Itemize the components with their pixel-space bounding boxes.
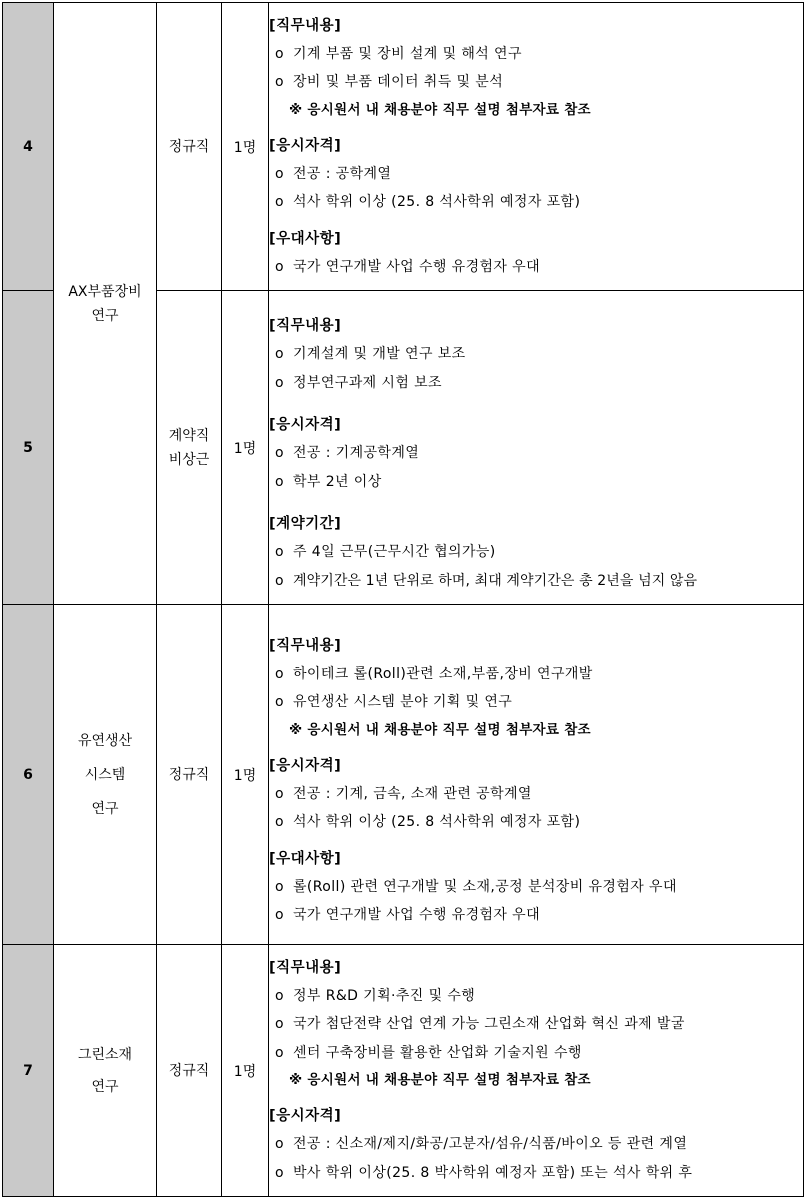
list-item: o 장비 및 부품 데이터 취득 및 분석 xyxy=(269,68,803,97)
field-name-line: 유연생산 xyxy=(77,732,133,749)
bullet: o xyxy=(275,1044,284,1061)
section-heading: [직무내용] xyxy=(269,318,342,334)
list-item: o 정부 R&D 기획·추진 및 수행 xyxy=(269,982,803,1011)
field-name-cell xyxy=(54,3,157,605)
row-number: 7 xyxy=(3,945,54,1197)
reference-note: ※ 응시원서 내 채용분야 직무 설명 첨부자료 참조 xyxy=(289,1072,591,1089)
list-item: o 주 4일 근무(근무시간 협의가능) xyxy=(269,538,803,567)
table-row xyxy=(3,605,804,945)
headcount: 1명 xyxy=(222,945,269,1197)
employment-type-line: 계약직 xyxy=(168,427,210,444)
employment-type: 정규직 xyxy=(157,3,222,291)
field-name-line: 연구 xyxy=(91,307,119,324)
section-heading: [응시자격] xyxy=(269,417,342,433)
section-heading: [우대사항] xyxy=(269,850,342,867)
section-heading: [응시자격] xyxy=(269,757,342,774)
section-heading: [계약기간] xyxy=(269,516,342,532)
list-item: o 박사 학위 이상(25. 8 박사학위 예정자 포함) 또는 석사 학위 후 xyxy=(269,1159,803,1188)
bullet: o xyxy=(275,694,284,710)
row-number: 6 xyxy=(3,605,54,945)
section-heading: [우대사항] xyxy=(269,230,342,247)
section-heading: [직무내용] xyxy=(269,959,342,976)
list-item: o 전공 : 신소재/제지/화공/고분자/섬유/식품/바이오 등 관련 계열 xyxy=(269,1130,803,1159)
list-item: o 유연생산 시스템 분야 기획 및 연구 xyxy=(269,688,803,717)
list-item: o 전공 : 공학계열 xyxy=(269,160,803,189)
list-item: o 하이테크 롤(Roll)관련 소재,부품,장비 연구개발 xyxy=(269,660,803,689)
list-item: o 국가 연구개발 사업 수행 유경험자 우대 xyxy=(269,253,803,282)
employment-type: 정규직 xyxy=(157,945,222,1197)
list-item: o 기계 부품 및 장비 설계 및 해석 연구 xyxy=(269,40,803,69)
job-posting-table xyxy=(2,2,804,1197)
list-item: o 석사 학위 이상 (25. 8 석사학위 예정자 포함) xyxy=(269,808,803,837)
field-name-line: AX부품장비 xyxy=(68,283,142,300)
bullet: o xyxy=(275,165,284,182)
bullet: o xyxy=(275,1136,284,1153)
reference-note: ※ 응시원서 내 채용분야 직무 설명 첨부자료 참조 xyxy=(289,721,591,738)
field-name-line: 연구 xyxy=(91,800,119,817)
job-details xyxy=(269,291,804,605)
list-item: o 석사 학위 이상 (25. 8 석사학위 예정자 포함) xyxy=(269,188,803,217)
job-details xyxy=(269,605,804,945)
bullet: o xyxy=(275,907,284,923)
section-heading: [응시자격] xyxy=(269,1108,342,1125)
list-item: o 국가 연구개발 사업 수행 유경험자 우대 xyxy=(269,901,803,930)
bullet: o xyxy=(275,45,284,62)
headcount: 1명 xyxy=(222,291,269,605)
section-heading: [응시자격] xyxy=(269,137,342,154)
row-number: 4 xyxy=(3,3,54,291)
bullet: o xyxy=(275,1164,284,1181)
bullet: o xyxy=(275,258,284,275)
headcount: 1명 xyxy=(222,3,269,291)
list-item: o 국가 첨단전략 산업 연계 가능 그린소재 산업화 혁신 과제 발굴 xyxy=(269,1010,803,1039)
reference-note: ※ 응시원서 내 채용분야 직무 설명 첨부자료 참조 xyxy=(289,101,591,118)
bullet: o xyxy=(275,878,284,895)
list-item: o 계약기간은 1년 단위로 하며, 최대 계약기간은 총 2년을 넘지 않음 xyxy=(269,567,803,596)
list-item: o 학부 2년 이상 xyxy=(269,468,803,497)
job-details xyxy=(269,945,804,1197)
bullet: o xyxy=(275,785,284,802)
bullet: o xyxy=(275,473,284,490)
employment-type xyxy=(157,291,222,605)
bullet: o xyxy=(275,572,284,589)
bullet: o xyxy=(275,445,284,461)
job-details xyxy=(269,3,804,291)
row-number: 5 xyxy=(3,291,54,605)
list-item: o 롤(Roll) 관련 연구개발 및 소재,공정 분석장비 유경험자 우대 xyxy=(269,873,803,902)
bullet: o xyxy=(275,987,284,1004)
list-item: o 기계설계 및 개발 연구 보조 xyxy=(269,340,803,369)
list-item: o 정부연구과제 시험 보조 xyxy=(269,369,803,398)
headcount: 1명 xyxy=(222,605,269,945)
list-item: o 전공 : 기계공학계열 xyxy=(269,439,803,468)
list-item: o 센터 구축장비를 활용한 산업화 기술지원 수행 xyxy=(269,1039,803,1068)
bullet: o xyxy=(275,544,284,560)
table-row xyxy=(3,3,804,291)
employment-type: 정규직 xyxy=(157,605,222,945)
employment-type-line: 비상근 xyxy=(168,451,210,468)
bullet: o xyxy=(275,374,284,391)
table-row xyxy=(3,945,804,1197)
field-name-line: 그린소재 xyxy=(77,1046,133,1063)
bullet: o xyxy=(275,346,284,362)
section-heading: [직무내용] xyxy=(269,637,342,654)
field-name-line: 연구 xyxy=(91,1078,119,1095)
field-name-line: 시스템 xyxy=(84,766,126,783)
section-heading: [직무내용] xyxy=(269,17,342,34)
bullet: o xyxy=(275,814,284,830)
list-item: o 전공 : 기계, 금속, 소재 관련 공학계열 xyxy=(269,780,803,809)
bullet: o xyxy=(275,194,284,211)
field-name-cell xyxy=(54,605,157,945)
bullet: o xyxy=(275,1016,284,1033)
bullet: o xyxy=(275,665,284,682)
bullet: o xyxy=(275,74,284,91)
field-name-cell xyxy=(54,945,157,1197)
